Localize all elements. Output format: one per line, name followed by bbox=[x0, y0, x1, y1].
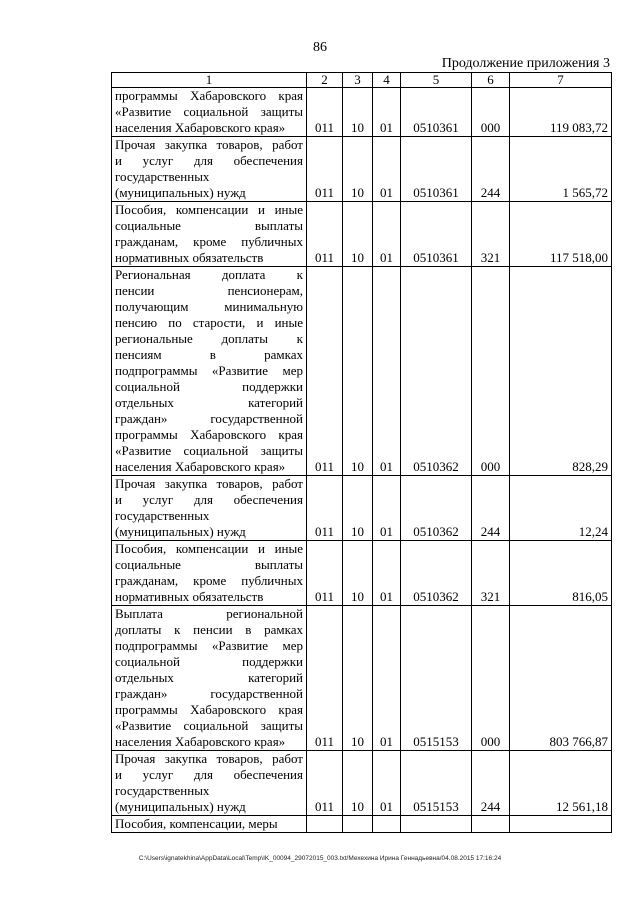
amount-cell: 12,24 bbox=[510, 476, 612, 541]
expense-type-cell: 321 bbox=[472, 202, 510, 267]
target-article-cell: 0515153 bbox=[401, 751, 472, 816]
subsection-code-cell: 01 bbox=[373, 541, 401, 606]
description-line: (муниципальных) нужд bbox=[115, 524, 246, 539]
description-line: «Развитие социальной защиты bbox=[115, 718, 303, 733]
subsection-code-cell: 01 bbox=[373, 751, 401, 816]
subsection-code-cell: 01 bbox=[373, 137, 401, 202]
subsection-code-cell: 01 bbox=[373, 267, 401, 476]
expense-type-cell bbox=[472, 816, 510, 833]
ministry-code-cell: 011 bbox=[307, 606, 343, 751]
header-cell: 5 bbox=[401, 73, 472, 88]
description-line: (муниципальных) нужд bbox=[115, 185, 246, 200]
description-line: Прочая закупка товаров, работ bbox=[115, 751, 303, 766]
description-line: Региональная доплата к bbox=[115, 267, 303, 282]
description-line: региональные доплаты к bbox=[115, 331, 303, 346]
description-line: Пособия, компенсации и иные bbox=[115, 202, 303, 217]
header-cell: 4 bbox=[373, 73, 401, 88]
target-article-cell: 0510361 bbox=[401, 88, 472, 137]
description-line: получающим минимальную bbox=[115, 299, 303, 314]
subsection-code-cell: 01 bbox=[373, 606, 401, 751]
description-line: (муниципальных) нужд bbox=[115, 799, 246, 814]
description-line: граждан» государственной bbox=[115, 686, 303, 701]
target-article-cell: 0510362 bbox=[401, 476, 472, 541]
target-article-cell: 0510362 bbox=[401, 541, 472, 606]
budget-table bbox=[111, 72, 612, 833]
description-line: и услуг для обеспечения bbox=[115, 153, 303, 168]
target-article-cell: 0510361 bbox=[401, 202, 472, 267]
ministry-code-cell bbox=[307, 816, 343, 833]
description-line: граждан» государственной bbox=[115, 411, 303, 426]
ministry-code-cell: 011 bbox=[307, 202, 343, 267]
description-line: нормативных обязательств bbox=[115, 250, 264, 265]
expense-type-cell: 000 bbox=[472, 267, 510, 476]
header-row bbox=[112, 73, 612, 88]
ministry-code-cell: 011 bbox=[307, 476, 343, 541]
table-row bbox=[112, 88, 612, 137]
row-description bbox=[112, 606, 307, 751]
continuation-note: Продолжение приложения 3 bbox=[441, 56, 610, 71]
description-line: населения Хабаровского края» bbox=[115, 734, 286, 749]
description-line: гражданам, кроме публичных bbox=[115, 573, 303, 588]
row-description bbox=[112, 88, 307, 137]
amount-cell: 1 565,72 bbox=[510, 137, 612, 202]
section-code-cell: 10 bbox=[343, 267, 373, 476]
ministry-code-cell: 011 bbox=[307, 88, 343, 137]
section-code-cell: 10 bbox=[343, 541, 373, 606]
row-description bbox=[112, 751, 307, 816]
header-cell: 6 bbox=[472, 73, 510, 88]
amount-cell: 117 518,00 bbox=[510, 202, 612, 267]
description-line: населения Хабаровского края» bbox=[115, 120, 286, 135]
target-article-cell: 0510362 bbox=[401, 267, 472, 476]
description-line: отдельных категорий bbox=[115, 670, 303, 685]
ministry-code-cell: 011 bbox=[307, 541, 343, 606]
table-row bbox=[112, 267, 612, 476]
description-line: программы Хабаровского края bbox=[115, 88, 303, 103]
amount-cell: 828,29 bbox=[510, 267, 612, 476]
subsection-code-cell: 01 bbox=[373, 88, 401, 137]
expense-type-cell: 000 bbox=[472, 88, 510, 137]
expense-type-cell: 000 bbox=[472, 606, 510, 751]
description-line: населения Хабаровского края» bbox=[115, 459, 286, 474]
section-code-cell: 10 bbox=[343, 137, 373, 202]
subsection-code-cell: 01 bbox=[373, 202, 401, 267]
table-row bbox=[112, 202, 612, 267]
description-line: социальной поддержки bbox=[115, 654, 303, 669]
row-description bbox=[112, 137, 307, 202]
amount-cell: 12 561,18 bbox=[510, 751, 612, 816]
table-row bbox=[112, 476, 612, 541]
subsection-code-cell bbox=[373, 816, 401, 833]
description-line: подпрограммы «Развитие мер bbox=[115, 638, 303, 653]
description-line: и услуг для обеспечения bbox=[115, 492, 303, 507]
page-number: 86 bbox=[313, 40, 327, 55]
section-code-cell: 10 bbox=[343, 202, 373, 267]
expense-type-cell: 244 bbox=[472, 751, 510, 816]
description-line: программы Хабаровского края bbox=[115, 427, 303, 442]
expense-type-cell: 321 bbox=[472, 541, 510, 606]
section-code-cell bbox=[343, 816, 373, 833]
description-line: гражданам, кроме публичных bbox=[115, 234, 303, 249]
row-description bbox=[112, 202, 307, 267]
header-cell: 2 bbox=[307, 73, 343, 88]
description-line: «Развитие социальной защиты bbox=[115, 443, 303, 458]
target-article-cell bbox=[401, 816, 472, 833]
section-code-cell: 10 bbox=[343, 88, 373, 137]
expense-type-cell: 244 bbox=[472, 476, 510, 541]
description-line: и услуг для обеспечения bbox=[115, 767, 303, 782]
target-article-cell: 0510361 bbox=[401, 137, 472, 202]
description-line: программы Хабаровского края bbox=[115, 702, 303, 717]
description-line: Пособия, компенсации, меры bbox=[115, 816, 278, 831]
description-line: государственных bbox=[115, 169, 210, 184]
row-description bbox=[112, 476, 307, 541]
header-cell: 1 bbox=[112, 73, 307, 88]
row-description bbox=[112, 816, 307, 833]
description-line: социальные выплаты bbox=[115, 557, 303, 572]
description-line: государственных bbox=[115, 783, 210, 798]
table-row bbox=[112, 816, 612, 833]
section-code-cell: 10 bbox=[343, 606, 373, 751]
target-article-cell: 0515153 bbox=[401, 606, 472, 751]
ministry-code-cell: 011 bbox=[307, 267, 343, 476]
description-line: доплаты к пенсии в рамках bbox=[115, 622, 303, 637]
description-line: Пособия, компенсации и иные bbox=[115, 541, 303, 556]
amount-cell: 816,05 bbox=[510, 541, 612, 606]
amount-cell: 119 083,72 bbox=[510, 88, 612, 137]
expense-type-cell: 244 bbox=[472, 137, 510, 202]
description-line: пенсии пенсионерам, bbox=[115, 283, 303, 298]
amount-cell bbox=[510, 816, 612, 833]
description-line: «Развитие социальной защиты bbox=[115, 104, 303, 119]
description-line: государственных bbox=[115, 508, 210, 523]
row-description bbox=[112, 541, 307, 606]
description-line: Прочая закупка товаров, работ bbox=[115, 476, 303, 491]
description-line: пенсиям в рамках bbox=[115, 347, 303, 362]
amount-cell: 803 766,87 bbox=[510, 606, 612, 751]
subsection-code-cell: 01 bbox=[373, 476, 401, 541]
ministry-code-cell: 011 bbox=[307, 137, 343, 202]
description-line: отдельных категорий bbox=[115, 395, 303, 410]
table-row bbox=[112, 751, 612, 816]
row-description bbox=[112, 267, 307, 476]
description-line: подпрограммы «Развитие мер bbox=[115, 363, 303, 378]
header-cell: 3 bbox=[343, 73, 373, 88]
description-line: Выплата региональной bbox=[115, 606, 303, 621]
section-code-cell: 10 bbox=[343, 476, 373, 541]
table-row bbox=[112, 541, 612, 606]
description-line: нормативных обязательств bbox=[115, 589, 264, 604]
table-row bbox=[112, 606, 612, 751]
table-row bbox=[112, 137, 612, 202]
description-line: пенсию по старости, и иные bbox=[115, 315, 303, 330]
description-line: Прочая закупка товаров, работ bbox=[115, 137, 303, 152]
description-line: социальные выплаты bbox=[115, 218, 303, 233]
header-cell: 7 bbox=[510, 73, 612, 88]
file-path-footer: C:\Users\ignatekhina\AppData\Local\Temp\IK_00094_29072015_003.txt/Мехехина Ирина Геннадьевна/04.08.2015 17:16:24 bbox=[138, 855, 502, 862]
description-line: социальной поддержки bbox=[115, 379, 303, 394]
ministry-code-cell: 011 bbox=[307, 751, 343, 816]
section-code-cell: 10 bbox=[343, 751, 373, 816]
